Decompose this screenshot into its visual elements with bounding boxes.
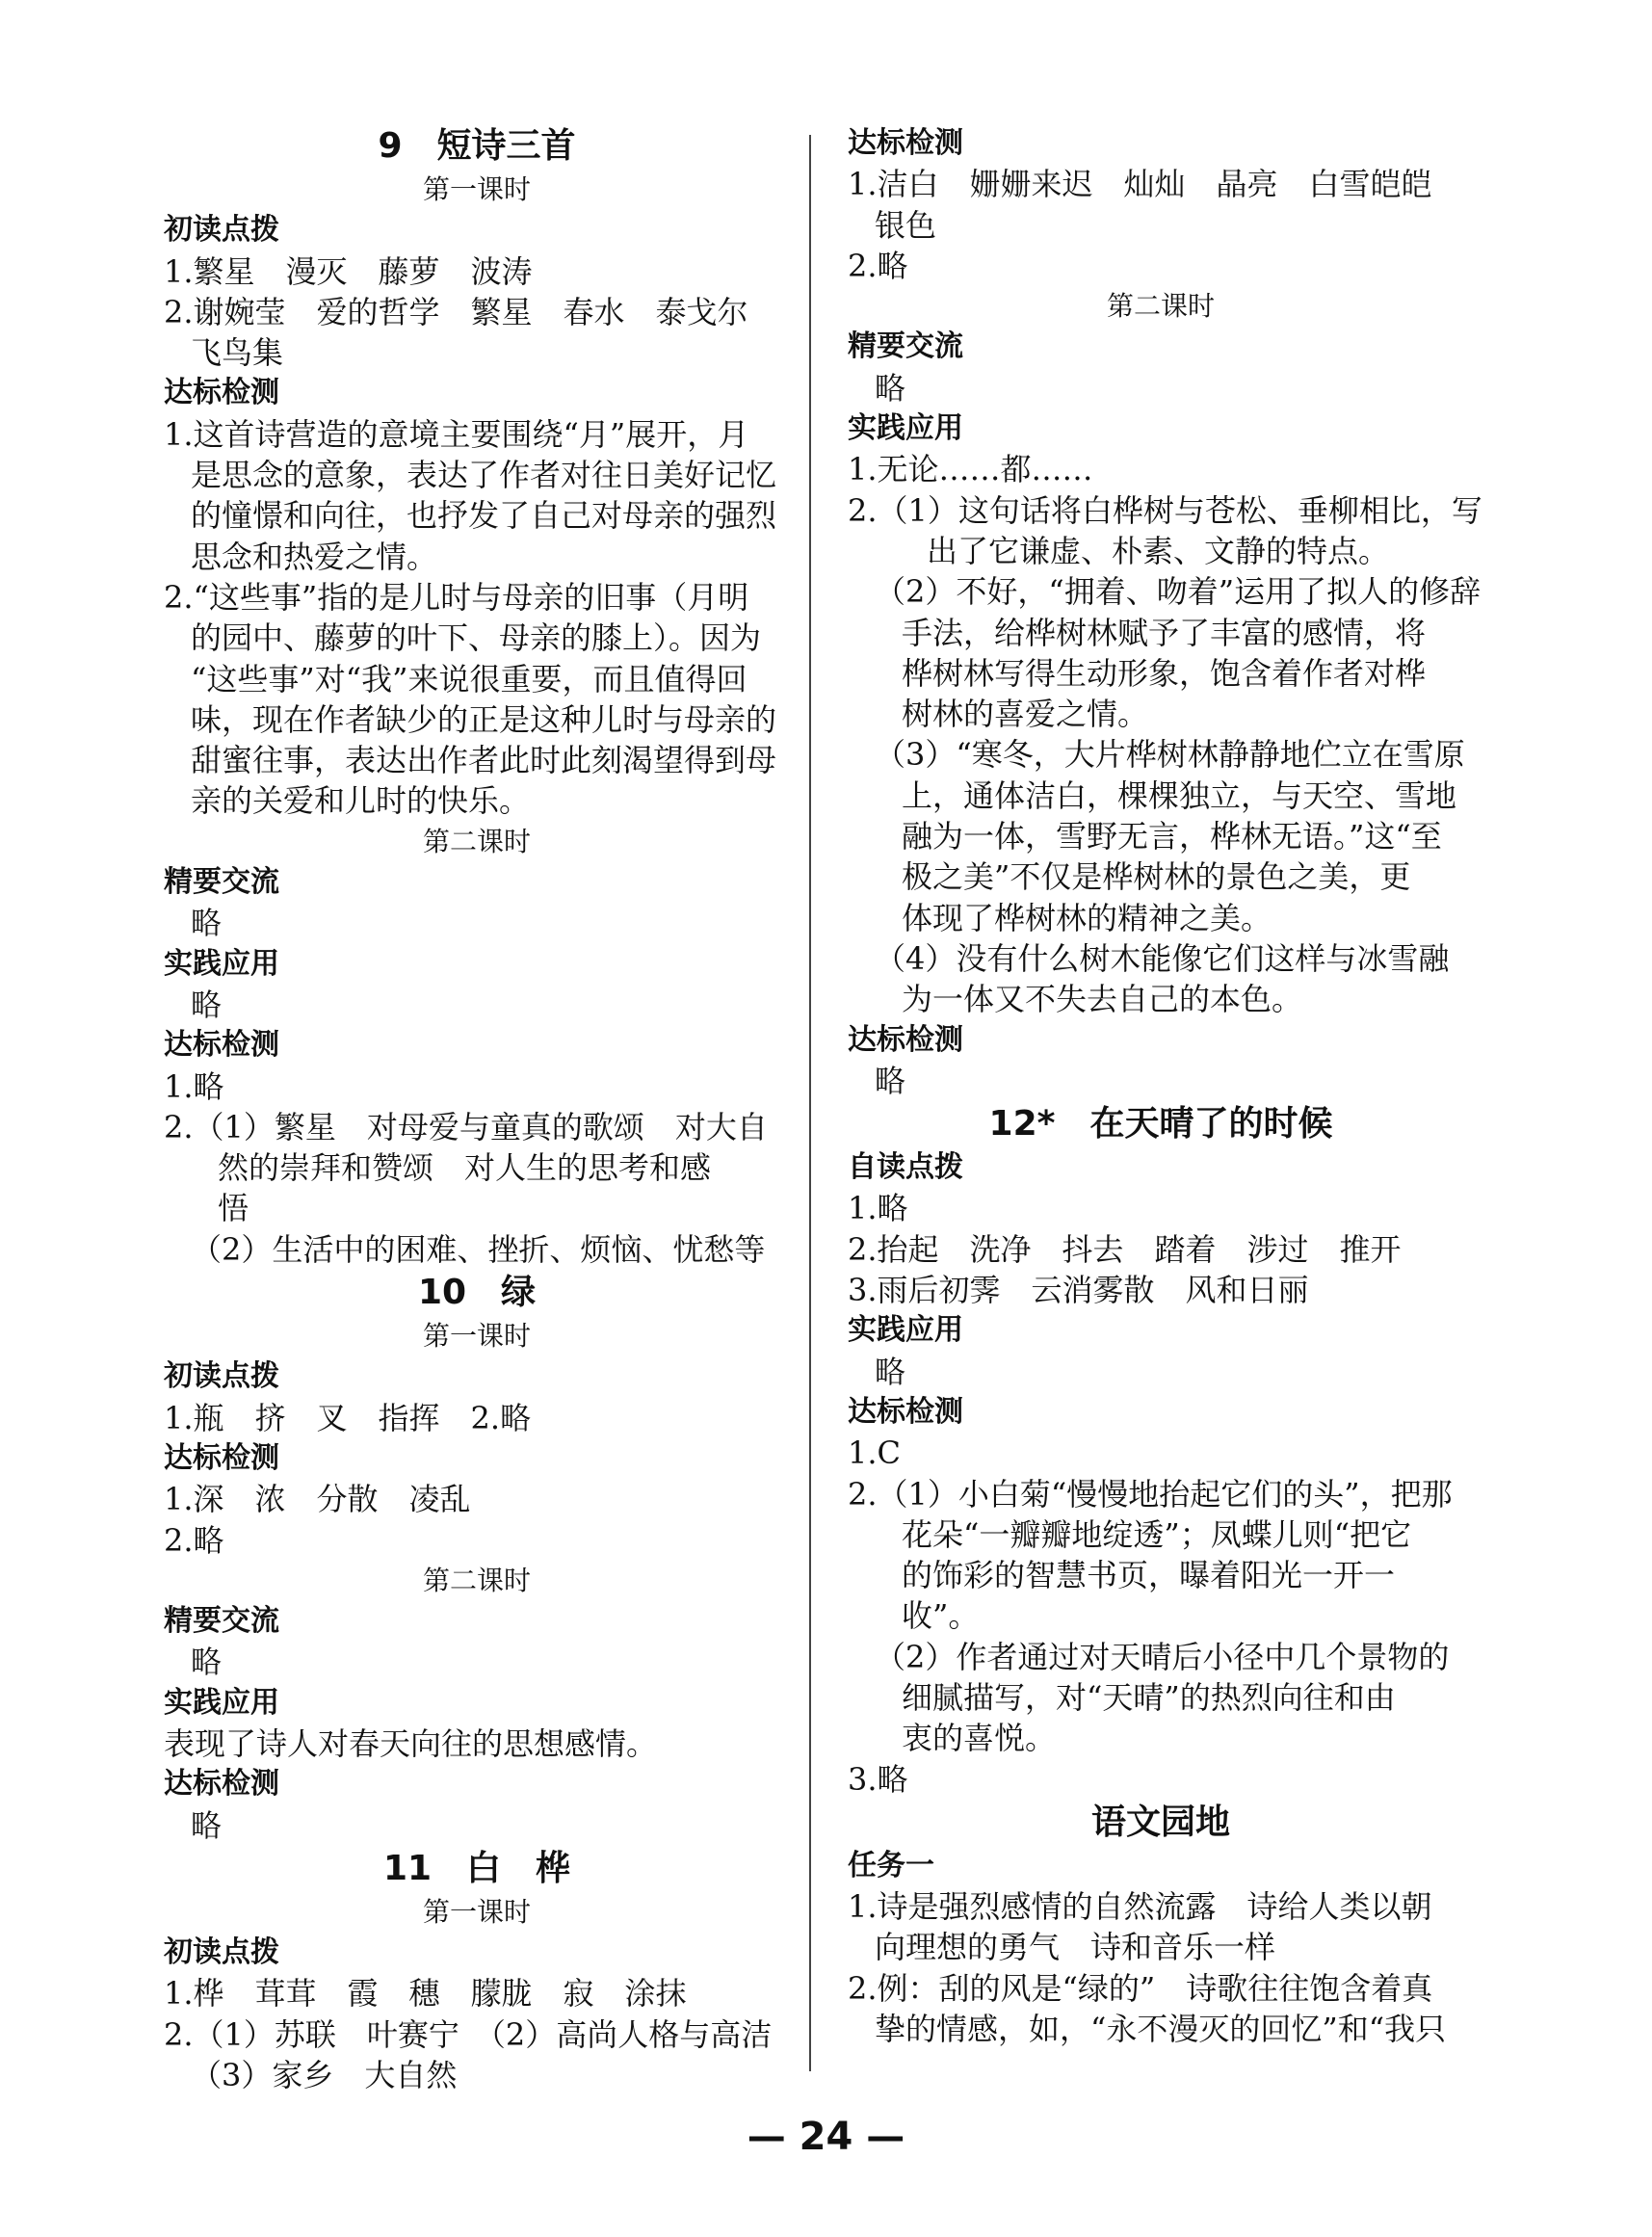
answer-line: 的憧憬和向往，也抒发了自己对母亲的强烈 [191, 497, 777, 535]
answer-line: 甜蜜往事，表达出作者此时此刻渴望得到母 [191, 742, 777, 779]
answer-line: 1.这首诗营造的意境主要围绕“月”展开，月 [164, 415, 749, 453]
section-heading: 精要交流 [164, 1604, 279, 1639]
answer-line: 2.（1）苏联 叶赛宁 （2）高尚人格与高洁 [164, 2015, 773, 2053]
answer-line: 思念和热爱之情。 [191, 538, 438, 575]
answer-line: 1.诗是强烈感情的自然流露 诗给人类以朝 [848, 1888, 1432, 1926]
answer-line: 挚的情感，如，“永不漫灭的回忆”和“我只 [875, 2011, 1447, 2048]
section-heading: 实践应用 [848, 411, 963, 446]
answer-line: 1.繁星 漫灭 藤萝 波涛 [164, 252, 533, 290]
section-heading: 达标检测 [164, 376, 279, 410]
answer-line: 2.抬起 洗净 抖去 踏着 涉过 推开 [848, 1230, 1402, 1268]
section-heading: 精要交流 [164, 865, 279, 900]
section-title: 12* 在天晴了的时候 [988, 1104, 1333, 1145]
answer-line: 1.C [848, 1434, 902, 1472]
answer-line: 向理想的勇气 诗和音乐一样 [875, 1929, 1276, 1966]
answer-line: 略 [191, 986, 223, 1023]
answer-line: 1.略 [164, 1067, 224, 1105]
answer-line: 悟 [218, 1190, 249, 1227]
answer-line: 1.洁白 姗姗来迟 灿灿 晶亮 白雪皑皑 [848, 166, 1432, 203]
answer-line: 略 [191, 905, 223, 942]
section-heading: 实践应用 [164, 1685, 279, 1720]
answer-line: 2.（1）这句话将白桦树与苍松、垂柳相比，写 [848, 491, 1482, 529]
answer-line: 银色 [875, 206, 937, 244]
answer-line: （2）不好，“拥着、吻着”运用了拟人的修辞 [875, 573, 1482, 611]
answer-line: 上，通体洁白，棵棵独立，与天空、雪地 [902, 776, 1457, 814]
lesson-subtitle: 第一课时 [422, 173, 531, 205]
section-title: 10 绿 [417, 1273, 537, 1313]
section-heading: 达标检测 [848, 126, 963, 160]
answer-line: 树林的喜爱之情。 [902, 696, 1149, 733]
answer-line: 3.雨后初霁 云消雾散 风和日丽 [848, 1272, 1309, 1309]
answer-line: 略 [875, 1353, 906, 1390]
answer-line: 的园中、藤萝的叶下、母亲的膝上）。因为 [191, 619, 762, 657]
answer-line: 略 [875, 1062, 906, 1099]
section-heading: 实践应用 [848, 1313, 963, 1348]
answer-line: 出了它谦虚、朴素、文静的特点。 [927, 532, 1390, 569]
answer-line: 的饰彩的智慧书页，曝着阳光一开一 [902, 1557, 1396, 1594]
section-heading: 达标检测 [848, 1394, 963, 1429]
section-heading: 初读点拨 [164, 1359, 279, 1394]
answer-line: 略 [191, 1806, 223, 1844]
answer-line: 1.深 浓 分散 凌乱 [164, 1481, 471, 1518]
answer-line: 味，现在作者缺少的正是这种儿时与母亲的 [191, 700, 777, 738]
answer-line: 是思念的意象，表达了作者对往日美好记忆 [191, 457, 777, 494]
lesson-subtitle: 第二课时 [422, 825, 531, 857]
answer-line: 体现了桦树林的精神之美。 [902, 899, 1272, 936]
right-column [848, 123, 1482, 2049]
section-title: 9 短诗三首 [378, 126, 576, 166]
answer-line: 1.无论……都…… [848, 451, 1093, 488]
answer-line: 为一体又不失去自己的本色。 [902, 981, 1303, 1018]
answer-line: 1.瓶 挤 叉 指挥 2.略 [164, 1399, 532, 1436]
answer-line: 1.桦 茸茸 霞 穗 朦胧 寂 涂抹 [164, 1975, 687, 2013]
answer-line: 亲的关爱和儿时的快乐。 [191, 782, 531, 820]
answer-line: “这些事”对“我”来说很重要，而且值得回 [191, 660, 747, 697]
section-title: 语文园地 [1090, 1802, 1230, 1842]
answer-line: （2）作者通过对天晴后小径中几个景物的 [875, 1638, 1450, 1675]
page-number: — 24 — [747, 2115, 905, 2159]
lesson-subtitle: 第一课时 [422, 1895, 531, 1928]
answer-line: 飞鸟集 [191, 334, 284, 372]
section-heading: 任务一 [848, 1848, 934, 1882]
answer-line: 然的崇拜和赞颂 对人生的思考和感 [218, 1149, 712, 1187]
section-heading: 达标检测 [164, 1440, 279, 1475]
section-heading: 达标检测 [164, 1028, 279, 1063]
answer-line: 1.略 [848, 1190, 908, 1227]
answer-line: 融为一体，雪野无言，桦林无语。”这“至 [902, 818, 1442, 855]
answer-line: （3）“寒冬，大片桦树林静静地伫立在雪原 [875, 736, 1465, 774]
answer-line: 略 [191, 1644, 223, 1681]
answer-line: 花朵“一瓣瓣地绽透”；凤蝶儿则“把它 [902, 1515, 1412, 1553]
answer-line: 2.略 [164, 1521, 224, 1559]
lesson-subtitle: 第二课时 [1106, 290, 1215, 323]
section-heading: 初读点拨 [164, 1935, 279, 1970]
answer-line: 极之美”不仅是桦树林的景色之美，更 [902, 858, 1411, 896]
section-heading: 实践应用 [164, 946, 279, 981]
column-divider [809, 135, 811, 2071]
section-heading: 精要交流 [848, 329, 963, 364]
answer-line: 3.略 [848, 1760, 908, 1798]
section-heading: 达标检测 [848, 1022, 963, 1057]
answer-line: 收”。 [902, 1597, 980, 1635]
answer-line: 2.略 [848, 247, 908, 284]
answer-line: 2.（1）小白菊“慢慢地抬起它们的头”，把那 [848, 1475, 1453, 1513]
answer-line: 略 [875, 369, 906, 407]
lesson-subtitle: 第一课时 [422, 1320, 531, 1353]
answer-line: （4）没有什么树木能像它们这样与冰雪融 [875, 939, 1450, 977]
section-heading: 初读点拨 [164, 213, 279, 248]
answer-line: 桦树林写得生动形象，饱含着作者对桦 [902, 654, 1427, 692]
answer-line: 表现了诗人对春天向往的思想感情。 [164, 1724, 658, 1762]
answer-line: 2.例：刮的风是“绿的” 诗歌往往饱含着真 [848, 1969, 1433, 2007]
answer-line: 2.谢婉莹 爱的哲学 繁星 春水 泰戈尔 [164, 293, 748, 330]
section-heading: 达标检测 [164, 1767, 279, 1802]
answer-line: 细腻描写，对“天晴”的热烈向往和由 [902, 1678, 1396, 1716]
left-column [164, 123, 790, 2095]
answer-line: 手法，给桦树林赋予了丰富的感情，将 [902, 614, 1427, 651]
lesson-subtitle: 第二课时 [422, 1564, 531, 1596]
section-heading: 自读点拨 [848, 1150, 963, 1185]
answer-line: （2）生活中的困难、挫折、烦恼、忧愁等 [191, 1230, 766, 1268]
answer-line: 衷的喜悦。 [902, 1720, 1057, 1757]
answer-line: 2.“这些事”指的是儿时与母亲的旧事（月明 [164, 578, 749, 616]
answer-line: 2.（1）繁星 对母爱与童真的歌颂 对大自 [164, 1108, 768, 1145]
section-title: 11 白 桦 [382, 1848, 571, 1888]
answer-line: （3）家乡 大自然 [191, 2057, 458, 2094]
